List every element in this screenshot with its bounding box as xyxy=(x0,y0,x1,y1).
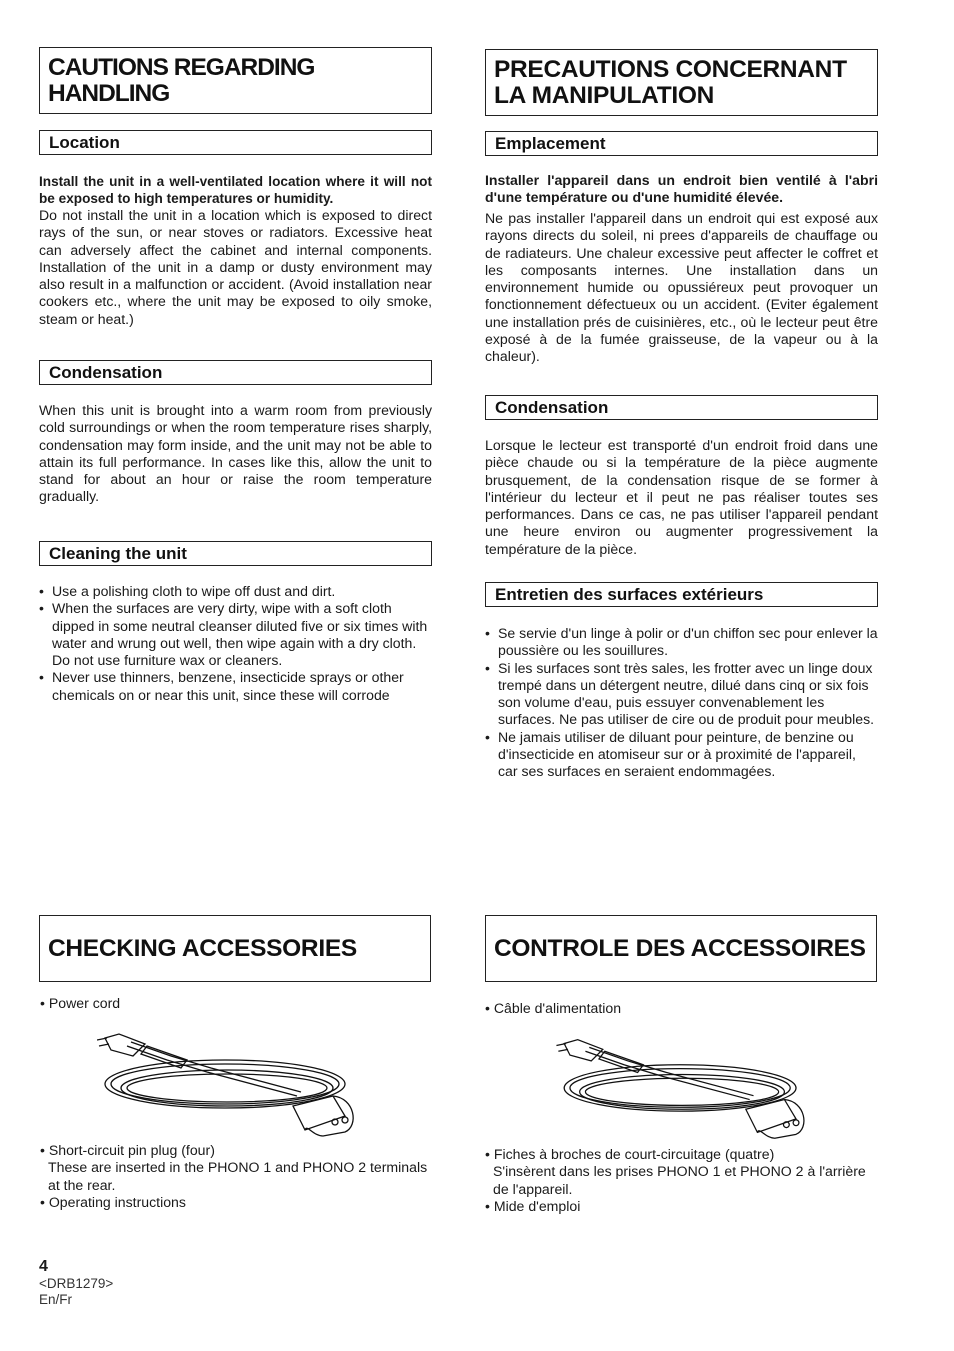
accessory-mode-emploi: • Mide d'emploi xyxy=(485,1197,581,1214)
accessories-list-bottom xyxy=(40,1142,432,1211)
accessory-fiches: • Fiches à broches de court-circuitage (quatre) xyxy=(485,1146,775,1162)
accessoires-list-top xyxy=(485,1000,877,1017)
language-code: En/Fr xyxy=(39,1292,73,1307)
precautions-title-box xyxy=(485,49,878,116)
emplacement-heading: Emplacement xyxy=(495,133,606,153)
accessory-power-cord: • Power cord xyxy=(40,995,121,1011)
cleaning-heading: Cleaning the unit xyxy=(49,543,187,563)
location-heading-box xyxy=(39,130,432,155)
cautions-title-box xyxy=(39,47,432,114)
list-item: • Never use thinners, benzene, insecticide sprays or other chemicals on or near this unit, since these will corrode xyxy=(39,669,432,704)
accessoires-list-bottom xyxy=(485,1146,878,1215)
location-body: Do not install the unit in a location which is exposed to direct rays of the sun, or near stoves or radiators. Excessive heat can adversely affect the cabinet and internal components. Installation of the unit in a damp or dusty environment may also result in a malfunction or accident. (Avoid installation near cookers etc., where the unit may be exposed to oily smoke, steam or heat.) xyxy=(39,207,432,327)
cleaning-heading-box xyxy=(39,541,432,566)
accessory-operating-instructions: • Operating instructions xyxy=(40,1193,186,1210)
list-item: • Ne jamais utiliser de diluant pour peinture, de benzine ou d'insecticide en atomiseur sur or à proximité de l'appareil, car ses surfaces en seraient endommagées. xyxy=(485,729,878,781)
entretien-heading: Entretien des surfaces extérieurs xyxy=(495,584,764,604)
list-item: • Use a polishing cloth to wipe off dust and dirt. xyxy=(39,583,432,600)
emplacement-body: Ne pas installer l'appareil dans un endroit qui est exposé aux rayons directs du soleil, ni prees d'appareils de chauffage ou de radiateurs. Une chaleur excessive peut affecter le coffret et les composants internes. Une installation dans un environnement humide ou opussiéreux peut provoquer un fonctionnement défectueux ou un accident. (Eviter également une installation prés de cuisinières, etc., où le lecteur peut être exposé à de la fumée graisseuse, de la vapeur ou à la chaleur). xyxy=(485,210,878,365)
entretien-list xyxy=(485,625,878,781)
accessory-short-circuit-plug: • Short-circuit pin plug (four) xyxy=(40,1142,215,1158)
condensation-heading-box xyxy=(39,360,432,385)
page-number: 4 xyxy=(39,1258,48,1275)
cable-illustration xyxy=(547,1030,819,1144)
list-item: • When the surfaces are very dirty, wipe with a soft cloth dipped in some neutral cleanser diluted five or six times with water and wrung out well, then wipe again with a dry cloth. Do not use furniture wax or cleaners. xyxy=(39,600,432,669)
list-item: • Se servie d'un linge à polir or d'un chiffon sec pour enlever la poussière ou les souillures. xyxy=(485,625,878,660)
accessories-title-box xyxy=(39,915,431,982)
condensation-fr-body: Lorsque le lecteur est transporté d'un endroit froid dans une pièce chaude ou si la température de la pièce augmente brusquement, de la condensation risque de se former à l'intérieur du lecteur et il peut ne pas réaliser toutes ses performances. Dans ce cas, ne pas utiliser l'appareil pendant une heure environ ou augmenter progressivement la température de la pièce. xyxy=(485,437,878,557)
emplacement-heading-box xyxy=(485,131,878,156)
accessory-cable: • Câble d'alimentation xyxy=(485,1000,622,1016)
power-cord-illustration xyxy=(97,1024,359,1142)
location-heading: Location xyxy=(49,132,120,152)
accessory-fiches-note: S'insèrent dans les prises PHONO 1 et PHONO 2 à l'arrière de l'appareil. xyxy=(493,1163,866,1197)
accessories-list-top xyxy=(40,995,432,1012)
condensation-fr-heading-box xyxy=(485,395,878,420)
condensation-body: When this unit is brought into a warm room from previously cold surroundings or when the room temperature rises sharply, condensation may form inside, and the unit may not be able to attain its full performance. In cases like this, allow the unit to stand for about an hour or raise the room temperature gradually. xyxy=(39,402,432,505)
cleaning-list xyxy=(39,583,432,704)
emplacement-bold-intro: Installer l'appareil dans un endroit bien ventilé à l'abri d'une température ou d'une humidité élevée. xyxy=(485,172,878,206)
accessories-title: CHECKING ACCESSORIES xyxy=(48,934,357,962)
entretien-heading-box xyxy=(485,582,878,607)
location-bold-intro: Install the unit in a well-ventilated location where it will not be exposed to high temperatures or humidity. xyxy=(39,174,432,207)
document-code: <DRB1279> xyxy=(39,1276,114,1291)
accessory-short-circuit-note: These are inserted in the PHONO 1 and PHONO 2 terminals at the rear. xyxy=(48,1159,428,1193)
list-item: • Si les surfaces sont très sales, les frotter avec un linge doux trempé dans un détergent neutre, dilué dans cinq or six fois son volume d'eau, puis essuyer convenablement les surfaces. Ne pas utiliser de cire ou de produit pour meubles. xyxy=(485,660,878,729)
cautions-title: CAUTIONS REGARDING HANDLING xyxy=(48,53,315,107)
condensation-fr-heading: Condensation xyxy=(495,397,609,417)
condensation-heading: Condensation xyxy=(49,362,163,382)
precautions-title: PRECAUTIONS CONCERNANT LA MANIPULATION xyxy=(494,55,847,109)
controle-title-box xyxy=(485,915,877,982)
controle-title: CONTROLE DES ACCESSOIRES xyxy=(494,934,866,962)
page-footer xyxy=(39,1258,113,1308)
